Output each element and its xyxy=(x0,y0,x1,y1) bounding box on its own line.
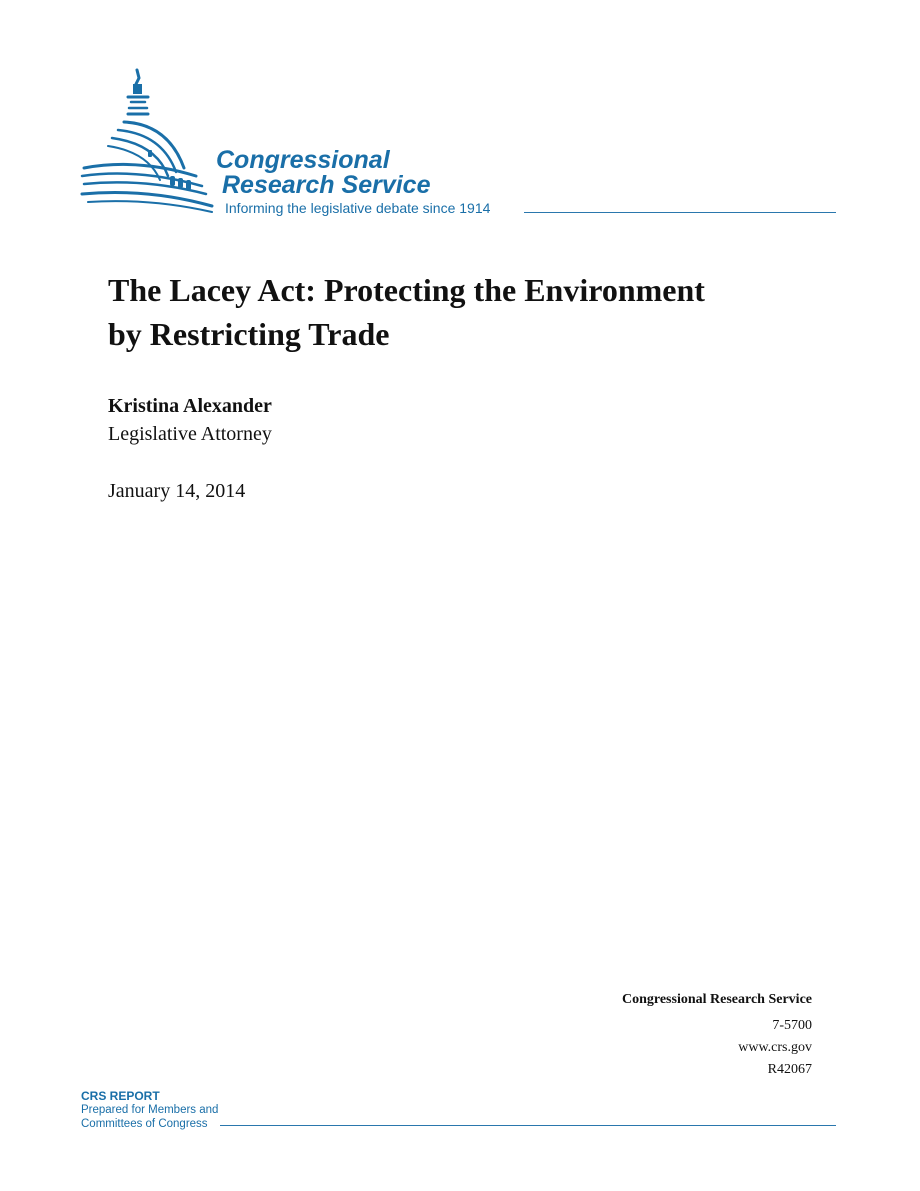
prepared-for-line1: Prepared for Members and xyxy=(81,1104,219,1116)
publisher-website: www.crs.gov xyxy=(738,1040,812,1055)
author-name: Kristina Alexander xyxy=(108,395,272,417)
report-title-line2: by Restricting Trade xyxy=(108,316,390,352)
publisher-name: Congressional Research Service xyxy=(621,992,812,1007)
capitol-dome-icon xyxy=(78,64,218,216)
header-divider xyxy=(524,212,836,213)
org-tagline: Informing the legislative debate since 1914 xyxy=(225,200,491,216)
report-number: R42067 xyxy=(767,1062,812,1077)
footer-divider xyxy=(220,1125,836,1126)
order-code: 7-5700 xyxy=(772,1018,812,1033)
org-name-line1: Congressional xyxy=(216,146,390,174)
report-date: January 14, 2014 xyxy=(108,480,246,502)
org-name-line2: Research Service xyxy=(222,171,431,199)
report-title-line1: The Lacey Act: Protecting the Environment xyxy=(108,272,705,308)
prepared-for-line2: Committees of Congress xyxy=(81,1118,208,1130)
author-role: Legislative Attorney xyxy=(108,423,272,445)
report-title xyxy=(108,268,828,356)
crs-report-label: CRS REPORT xyxy=(81,1089,160,1103)
